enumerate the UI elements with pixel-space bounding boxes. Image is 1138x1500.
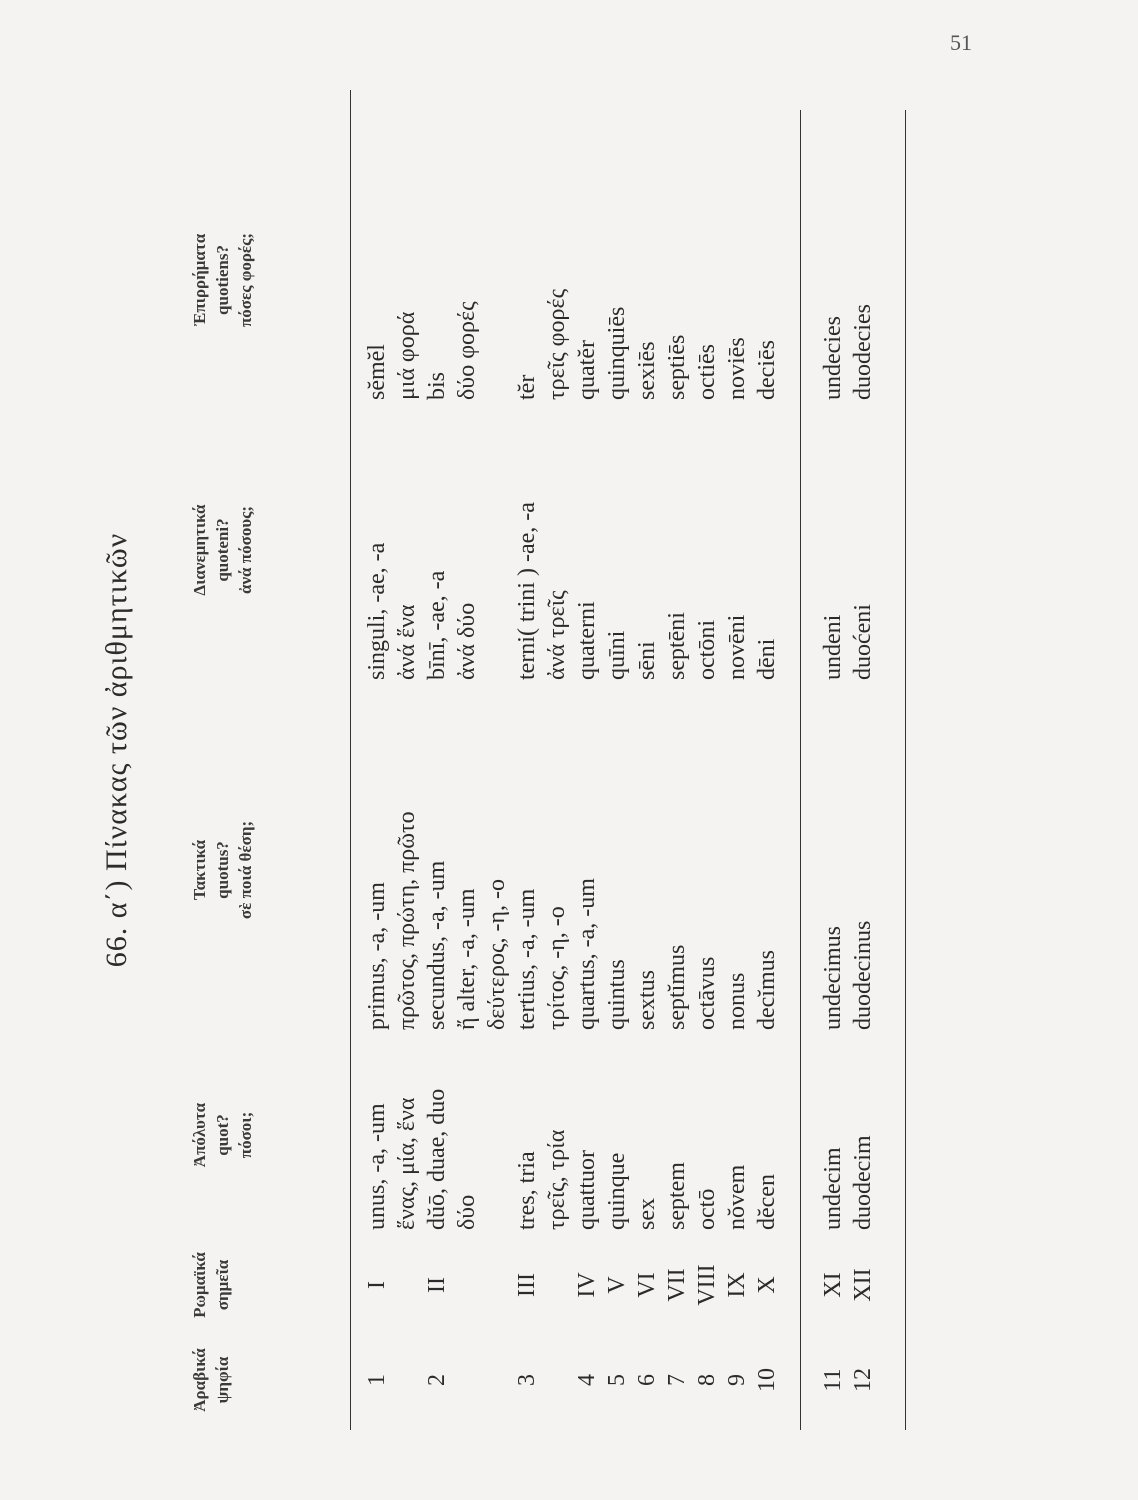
cell-adverb: tĕr xyxy=(514,374,540,400)
cell-roman: V xyxy=(604,1276,630,1294)
cell-adverb: deciēs xyxy=(754,340,780,400)
cell-adverb: undecies xyxy=(820,316,846,400)
table-rule-middle xyxy=(800,110,801,1430)
cell-arabic: 8 xyxy=(694,1374,720,1386)
cell-adverb: septiēs xyxy=(664,334,690,400)
cell-arabic: 12 xyxy=(850,1368,876,1392)
cell-cardinal: dĕcen xyxy=(754,1174,780,1230)
cell-ordinal: τρίτος, -η, -ο xyxy=(544,906,570,1030)
cell-arabic: 4 xyxy=(574,1374,600,1386)
cell-ordinal: nonus xyxy=(724,972,750,1030)
header-distributive: Διανεμητικά quoteni? ἀνά πόσους; xyxy=(190,504,255,596)
page-number: 51 xyxy=(950,30,972,55)
cell-ordinal: quintus xyxy=(604,959,630,1030)
cell-roman: XII xyxy=(850,1268,876,1302)
cell-cardinal: quinque xyxy=(604,1152,630,1230)
cell-cardinal: δύο xyxy=(454,1194,480,1230)
cell-distributive: singuli, -ae, -a xyxy=(364,542,390,680)
cell-roman: VIII xyxy=(694,1264,720,1306)
cell-roman: III xyxy=(514,1273,540,1297)
cell-distributive: septēni xyxy=(664,612,690,680)
table-rule-top xyxy=(350,90,351,1430)
cell-roman: XI xyxy=(820,1272,846,1298)
cell-distributive: ἀνά τρεῖς xyxy=(544,590,570,680)
table-row xyxy=(422,70,452,1430)
cell-arabic: 10 xyxy=(754,1368,780,1392)
cell-adverb: quinquiēs xyxy=(604,306,630,400)
cell-distributive: quīni xyxy=(604,630,630,680)
table-row xyxy=(362,70,392,1430)
cell-cardinal: tres, tria xyxy=(514,1151,540,1230)
page-title: 66. α΄) Πίνακας τῶν ἀριθμητικῶν xyxy=(100,532,133,968)
table-row xyxy=(542,70,572,1430)
cell-arabic: 6 xyxy=(634,1374,660,1386)
cell-roman: II xyxy=(424,1277,450,1293)
cell-cardinal: septem xyxy=(664,1162,690,1230)
cell-arabic: 2 xyxy=(424,1374,450,1386)
rotated-table-stage xyxy=(100,70,960,1430)
cell-ordinal: δεύτερος, -η, -ο xyxy=(484,878,510,1030)
cell-ordinal: primus, -a, -um xyxy=(364,882,390,1030)
cell-distributive: ἀνά ἕνα xyxy=(394,604,420,680)
cell-cardinal: sex xyxy=(634,1198,660,1230)
cell-ordinal: undecimus xyxy=(820,926,846,1030)
cell-distributive: ἀνά δύο xyxy=(454,602,480,680)
cell-adverb: octiēs xyxy=(694,344,720,400)
cell-cardinal: octō xyxy=(694,1188,720,1230)
cell-distributive: bīnī, -ae, -a xyxy=(424,570,450,680)
cell-ordinal: tertius, -a, -um xyxy=(514,888,540,1030)
cell-ordinal: octāvus xyxy=(694,956,720,1030)
cell-arabic: 11 xyxy=(820,1368,846,1392)
table-row xyxy=(752,70,782,1430)
table-row xyxy=(602,70,632,1430)
header-ordinal: Τακτικά quotus? σὲ ποιά θέση; xyxy=(190,820,255,920)
cell-arabic: 9 xyxy=(724,1374,750,1386)
cell-cardinal: nŏvem xyxy=(724,1164,750,1230)
cell-adverb: sexiēs xyxy=(634,341,660,400)
cell-cardinal: unus, -a, -um xyxy=(364,1103,390,1230)
cell-distributive: novēni xyxy=(724,614,750,680)
cell-adverb: quatĕr xyxy=(574,340,600,400)
cell-cardinal: dŭō, duae, duo xyxy=(424,1088,450,1230)
table-row xyxy=(452,70,482,1430)
cell-distributive: duoćeni xyxy=(850,604,876,680)
cell-distributive: quaterni xyxy=(574,601,600,680)
cell-roman: IV xyxy=(574,1272,600,1298)
cell-adverb: bis xyxy=(424,371,450,400)
cell-ordinal: duodecinus xyxy=(850,920,876,1030)
cell-cardinal: quattuor xyxy=(574,1150,600,1230)
cell-arabic: 7 xyxy=(664,1374,690,1386)
table-row xyxy=(632,70,662,1430)
cell-distributive: dēni xyxy=(754,638,780,680)
cell-adverb: noviēs xyxy=(724,337,750,400)
cell-adverb: duodecies xyxy=(850,304,876,400)
table-row xyxy=(512,70,542,1430)
table-row xyxy=(662,70,692,1430)
header-roman: Ρωμαϊκά σημεῖα xyxy=(190,1252,232,1318)
cell-ordinal: quartus, -a, -um xyxy=(574,878,600,1030)
cell-distributive: octōni xyxy=(694,620,720,680)
cell-distributive: undeni xyxy=(820,614,846,680)
header-adverb: Ἐπιρρήματα quotiens? πόσες φορές; xyxy=(190,232,255,328)
cell-distributive: sēni xyxy=(634,641,660,680)
table-row xyxy=(818,70,848,1430)
cell-adverb: μιά φορά xyxy=(394,311,420,400)
header-cardinal: Ἀπόλυτα quot? πόσοι; xyxy=(190,1102,255,1168)
cell-ordinal: πρῶτος, πρώτη, πρῶτο xyxy=(394,811,420,1030)
table-row xyxy=(722,70,752,1430)
cell-cardinal: ἕνας, μία, ἕνα xyxy=(394,1097,420,1230)
cell-roman: VI xyxy=(634,1272,660,1298)
cell-adverb: δύο φορές xyxy=(454,301,480,400)
cell-adverb: sĕmĕl xyxy=(364,344,390,400)
cell-ordinal: secundus, -a, -um xyxy=(424,860,450,1030)
cell-arabic: 1 xyxy=(364,1374,390,1386)
cell-roman: IX xyxy=(724,1272,750,1298)
header-arabic: Ἀραβικά ψηφία xyxy=(190,1348,232,1412)
table-row xyxy=(482,70,512,1430)
cell-roman: VII xyxy=(664,1268,690,1302)
cell-ordinal: ἤ alter, -a, -um xyxy=(454,888,480,1030)
cell-ordinal: decĭmus xyxy=(754,950,780,1030)
cell-ordinal: sextus xyxy=(634,970,660,1030)
table-row xyxy=(848,70,878,1430)
table-row xyxy=(392,70,422,1430)
table-row xyxy=(692,70,722,1430)
cell-cardinal: undecim xyxy=(820,1147,846,1230)
cell-cardinal: τρεῖς, τρία xyxy=(544,1129,570,1230)
cell-adverb: τρεῖς φορές xyxy=(544,288,570,400)
cell-roman: X xyxy=(754,1276,780,1294)
cell-cardinal: duodecim xyxy=(850,1135,876,1230)
table-row xyxy=(572,70,602,1430)
cell-ordinal: septĭmus xyxy=(664,944,690,1030)
cell-arabic: 3 xyxy=(514,1374,540,1386)
cell-arabic: 5 xyxy=(604,1374,630,1386)
table-rule-bottom xyxy=(905,110,906,1430)
cell-roman: I xyxy=(364,1281,390,1289)
cell-distributive: terni( trini ) -ae, -a xyxy=(514,502,540,680)
